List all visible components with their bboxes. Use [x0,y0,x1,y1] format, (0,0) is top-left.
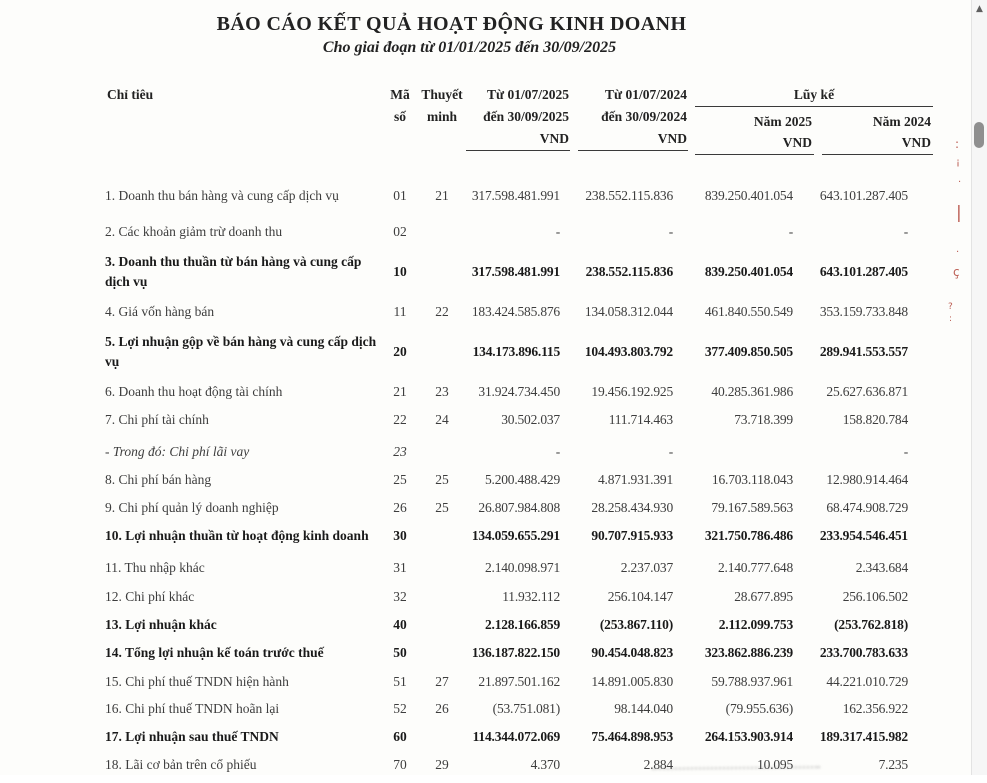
row-value-c2: 14.891.005.830 [591,674,673,689]
row-label: - Trong đó: Chi phí lãi vay [105,444,250,459]
row-label: 10. Lợi nhuận thuần từ hoạt động kinh doanh [105,528,369,543]
row-value-c3: (79.955.636) [725,701,793,716]
row-value-c2: 2.237.037 [620,560,673,575]
row-value-ma: 60 [393,729,407,744]
report-header [0,13,903,57]
table-row [105,498,933,518]
row-value-c2: 4.871.931.391 [597,472,673,487]
scroll-up-arrow-icon[interactable]: ▲ [976,4,983,14]
row-value-tm: 25 [435,472,449,487]
row-value-c4: 68.474.908.729 [826,500,908,515]
red-annotation-mark: ¡ [956,157,961,168]
report-title: BÁO CÁO KẾT QUẢ HOẠT ĐỘNG KINH DOANH [216,13,687,35]
row-value-c2: 238.552.115.836 [585,264,673,279]
row-value-ma: 02 [393,224,407,239]
row-value-c3: 59.788.937.961 [711,674,793,689]
row-value-c2: 28.258.434.930 [591,500,673,515]
row-value-c4: 643.101.287.405 [819,188,908,203]
row-value-c4: - [903,224,908,239]
row-value-tm: 24 [435,412,449,427]
table-row [105,302,933,322]
table-row [105,699,933,719]
row-value-c1: 2.140.098.971 [484,560,560,575]
row-value-c2: 111.714.463 [608,412,673,427]
row-label: 3. Doanh thu thuần từ bán hàng và cung cấp dịch vụ [105,254,362,289]
row-value-c3: 323.862.886.239 [704,645,793,660]
table-row [105,615,933,635]
row-value-c4: (253.762.818) [834,617,908,632]
row-value-tm: 26 [435,701,449,716]
row-value-c1: 4.370 [530,757,560,772]
red-annotation-mark: ç [953,265,960,279]
row-value-c1: 5.200.488.429 [484,472,560,487]
header-period-2024: Từ 01/07/2024 đến 30/09/2024 VND [578,84,688,151]
table-row [105,470,933,490]
row-value-ma: 50 [393,645,407,660]
row-value-tm: 21 [435,188,449,203]
table-row [105,332,933,372]
row-value-c3: 79.167.589.563 [711,500,793,515]
row-value-ma: 21 [393,384,407,399]
report-subtitle: Cho giai đoạn từ 01/01/2025 đến 30/09/2025 [322,39,617,56]
row-label: 17. Lợi nhuận sau thuế TNDN [105,729,279,744]
row-value-tm: 22 [435,304,449,319]
row-value-ma: 20 [393,344,407,359]
row-label: 15. Chi phí thuế TNDN hiện hành [105,674,289,689]
row-value-c3: 16.703.118.043 [711,472,793,487]
row-value-ma: 32 [393,589,407,604]
row-value-ma: 40 [393,617,407,632]
row-value-ma: 51 [393,674,407,689]
row-value-c4: 12.980.914.464 [826,472,908,487]
row-value-c2: 75.464.898.953 [591,729,673,744]
row-value-c3: 2.140.777.648 [717,560,793,575]
table-row [105,672,933,692]
row-value-c1: (53.751.081) [492,701,560,716]
row-label: 5. Lợi nhuận gộp về bán hàng và cung cấp dịch vụ [105,334,377,369]
row-value-c4: 353.159.733.848 [819,304,908,319]
row-value-c1: 114.344.072.069 [472,729,560,744]
row-value-c3: 377.409.850.505 [704,344,793,359]
row-value-ma: 26 [393,500,407,515]
row-value-c3: 2.112.099.753 [718,617,793,632]
row-value-c4: 643.101.287.405 [819,264,908,279]
row-value-c3: 461.840.550.549 [704,304,793,319]
header-thuyet-minh: Thuyết minh [421,87,463,124]
row-value-c1: 317.598.481.991 [471,264,560,279]
row-value-ma: 22 [393,412,407,427]
header-ma-so: Mã số [390,87,410,124]
row-value-c2: - [668,444,673,459]
vertical-scrollbar[interactable] [971,0,987,775]
red-annotation-mark: ? [948,302,953,312]
row-value-c4: 2.343.684 [855,560,908,575]
red-annotation-mark: | [956,203,962,223]
row-value-c2: (253.867.110) [599,617,673,632]
row-value-c2: 256.104.147 [607,589,673,604]
row-value-c3: - [788,224,793,239]
scrollbar-thumb[interactable] [974,122,984,148]
row-label: 7. Chi phí tài chính [105,412,209,427]
table-row [105,587,933,607]
row-value-c1: 183.424.585.876 [471,304,560,319]
row-label: 13. Lợi nhuận khác [105,617,217,632]
table-header [105,84,933,155]
row-label: 6. Doanh thu hoạt động tài chính [105,384,283,399]
row-value-c1: 136.187.822.150 [471,645,560,660]
row-value-ma: 10 [393,264,407,279]
row-value-c2: 90.707.915.933 [591,528,673,543]
row-value-c3: 40.285.361.986 [711,384,793,399]
row-value-tm: 29 [435,757,449,772]
row-value-c2: 104.493.803.792 [584,344,673,359]
row-value-c3: 839.250.401.054 [704,188,793,203]
row-value-c2: 19.456.192.925 [591,384,673,399]
row-value-c1: 2.128.166.859 [484,617,560,632]
row-value-c1: 31.924.734.450 [478,384,560,399]
row-value-c3: 839.250.401.054 [704,264,793,279]
row-value-c2: - [668,224,673,239]
header-chi-tieu: Chỉ tiêu [107,87,154,102]
row-value-c4: 289.941.553.557 [819,344,908,359]
header-nam-2024: Năm 2024 VND [822,111,933,155]
row-value-c3: 10.095 [757,757,793,772]
row-value-c4: 233.700.783.633 [819,645,908,660]
table-body [105,186,933,783]
row-value-c3: 73.718.399 [734,412,793,427]
row-value-c4: - [903,444,908,459]
table-row [105,186,933,206]
row-value-c4: 158.820.784 [842,412,908,427]
table-row [105,442,933,462]
row-value-c2: 90.454.048.823 [591,645,673,660]
header-nam-2025: Năm 2025 VND [695,111,814,155]
row-value-c1: 134.059.655.291 [471,528,560,543]
table-row [105,558,933,578]
row-value-c3: 264.153.903.914 [704,729,793,744]
row-label: 2. Các khoản giảm trừ doanh thu [105,224,283,239]
row-label: 11. Thu nhập khác [105,560,205,575]
table-row [105,252,933,292]
row-label: 18. Lãi cơ bản trên cổ phiếu [105,757,257,772]
row-value-c2: 98.144.040 [614,701,673,716]
header-luy-ke-group [688,84,933,155]
row-value-ma: 30 [393,528,407,543]
red-annotation-mark: : [949,314,953,324]
row-value-c1: 30.502.037 [501,412,560,427]
row-value-ma: 23 [393,444,407,459]
row-value-c2: 238.552.115.836 [585,188,673,203]
row-value-c4: 256.106.502 [842,589,908,604]
row-value-c2: 134.058.312.044 [584,304,673,319]
row-label: 9. Chi phí quản lý doanh nghiệp [105,500,279,515]
row-value-tm: 25 [435,500,449,515]
row-label: 12. Chi phí khác [105,589,195,604]
table-row [105,382,933,402]
row-value-c1: - [555,224,560,239]
row-value-c1: 21.897.501.162 [478,674,560,689]
row-value-c1: 11.932.112 [502,589,560,604]
row-value-ma: 11 [393,304,407,319]
table-row [105,410,933,430]
row-value-c1: 26.807.984.808 [478,500,560,515]
table-row [105,727,933,747]
row-value-c4: 189.317.415.982 [819,729,908,744]
row-value-c4: 7.235 [878,757,908,772]
table-row [105,526,933,546]
row-value-c3: 28.677.895 [734,589,793,604]
row-value-ma: 25 [393,472,407,487]
row-value-c1: 134.173.896.115 [472,344,560,359]
row-value-c1: 317.598.481.991 [471,188,560,203]
row-value-c4: 162.356.922 [842,701,908,716]
row-value-tm: 27 [435,674,449,689]
header-luy-ke: Lũy kế [695,84,933,107]
row-value-c3: 321.750.786.486 [704,528,793,543]
table-row [105,643,933,663]
row-label: 14. Tổng lợi nhuận kế toán trước thuế [105,645,324,660]
red-annotation-mark: : [955,137,960,151]
row-value-tm: 23 [435,384,449,399]
bottom-smudge [652,766,820,778]
row-value-c2: 2.884 [643,757,673,772]
row-label: 4. Giá vốn hàng bán [105,304,215,319]
row-value-c4: 44.221.010.729 [826,674,908,689]
row-label: 16. Chi phí thuế TNDN hoãn lại [105,701,280,716]
row-value-c4: 233.954.546.451 [819,528,908,543]
row-value-ma: 31 [393,560,407,575]
header-period-2025: Từ 01/07/2025 đến 30/09/2025 VND [466,84,570,151]
row-value-c1: - [555,444,560,459]
row-value-ma: 52 [393,701,407,716]
row-value-ma: 01 [393,188,407,203]
row-label: 1. Doanh thu bán hàng và cung cấp dịch vụ [105,188,339,203]
row-label: 8. Chi phí bán hàng [105,472,212,487]
row-value-c4: 25.627.636.871 [826,384,908,399]
red-annotation-mark: · [956,247,960,258]
table-row [105,222,933,242]
row-value-ma: 70 [393,757,407,772]
red-annotation-mark: · [958,177,962,188]
